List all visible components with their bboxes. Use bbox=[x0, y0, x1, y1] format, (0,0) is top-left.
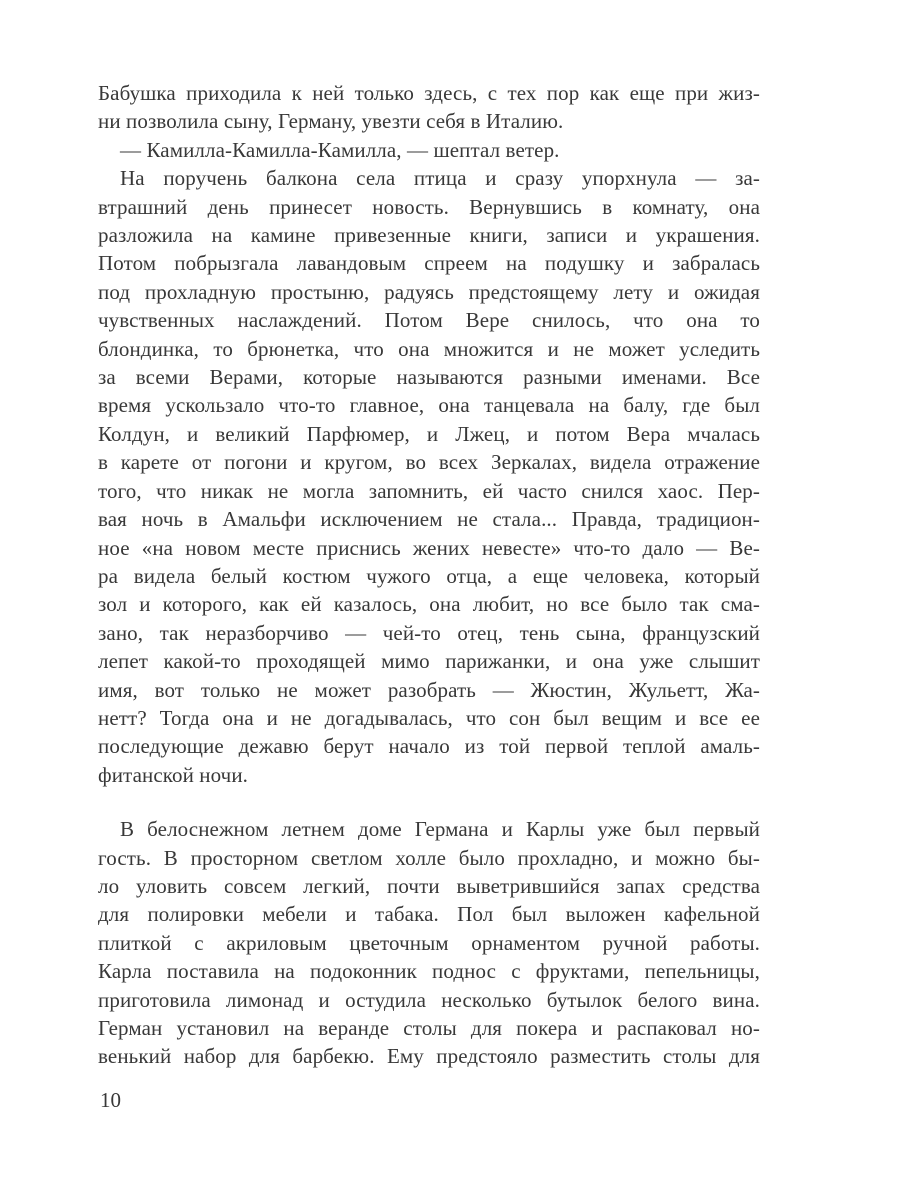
text-line: Бабушка приходила к ней только здесь, с тех пор как еще при жиз- bbox=[98, 81, 760, 105]
page-number: 10 bbox=[100, 1088, 121, 1112]
text-line: блондинка, то брюнетка, что она множится и не может уследить bbox=[98, 336, 760, 361]
text-line: зол и которого, как ей казалось, она любит, но все было так сма- bbox=[98, 592, 760, 617]
text-line: последующие дежавю берут начало из той первой теплой амаль- bbox=[98, 734, 760, 759]
text-line: имя, вот только не может разобрать — Жюстин, Жульетт, Жа- bbox=[98, 677, 760, 702]
text-line: фитанской ночи. bbox=[98, 762, 249, 787]
text-line: ра видела белый костюм чужого отца, а еще человека, который bbox=[98, 563, 760, 588]
text-line: плиткой с акриловым цветочным орнаментом ручной работы. bbox=[98, 930, 760, 955]
text-line: вая ночь в Амальфи исключением не стала... Правда, традицион- bbox=[98, 507, 760, 532]
text-line: Колдун, и великий Парфюмер, и Лжец, и потом Вера мчалась bbox=[98, 421, 760, 446]
text-column bbox=[98, 79, 760, 1071]
text-line: венький набор для барбекю. Ему предстояло разместить столы для bbox=[98, 1044, 760, 1069]
text-line: ни позволила сыну, Герману, увезти себя в Италию. bbox=[98, 109, 564, 134]
text-line: для полировки мебели и табака. Пол был выложен кафельной bbox=[98, 902, 760, 927]
text-line: — Камилла-Камилла-Камилла, — шептал ветер. bbox=[120, 137, 560, 162]
text-line: Герман установил на веранде столы для покера и распаковал но- bbox=[98, 1016, 760, 1040]
text-line: В белоснежном летнем доме Германа и Карлы уже был первый bbox=[120, 817, 760, 842]
text-line: Потом побрызгала лавандовым спреем на подушку и забралась bbox=[98, 251, 760, 276]
text-line: гость. В просторном светлом холле было прохладно, и можно бы- bbox=[98, 845, 760, 870]
text-line: лепет какой-то проходящей мимо парижанки, и она уже слышит bbox=[98, 649, 760, 674]
text-line: ное «на новом месте приснись жених невесте» что-то дало — Ве- bbox=[98, 535, 760, 560]
text-line: втрашний день принесет новость. Вернувшись в комнату, она bbox=[98, 194, 760, 219]
text-line: под прохладную простыню, радуясь предстоящему лету и ожидая bbox=[98, 279, 760, 304]
text-line: Карла поставила на подоконник поднос с фруктами, пепельницы, bbox=[98, 959, 760, 984]
text-line: нетт? Тогда она и не догадывалась, что сон был вещим и все ее bbox=[98, 705, 760, 730]
text-line: того, что никак не могла запомнить, ей часто снился хаос. Пер- bbox=[98, 478, 760, 503]
text-line: На поручень балкона села птица и сразу упорхнула — за- bbox=[120, 166, 760, 191]
text-line: приготовила лимонад и остудила несколько бутылок белого вина. bbox=[98, 987, 760, 1012]
text-line: время ускользало что-то главное, она танцевала на балу, где был bbox=[98, 393, 760, 418]
text-line: зано, так неразборчиво — чей-то отец, тень сына, французский bbox=[98, 620, 760, 645]
text-line: в карете от погони и кругом, во всех Зеркалах, видела отражение bbox=[98, 450, 760, 475]
text-line: разложила на камине привезенные книги, записи и украшения. bbox=[98, 223, 760, 248]
text-line: ло уловить совсем легкий, почти выветрившийся запах средства bbox=[98, 873, 760, 898]
text-line: за всеми Верами, которые называются разными именами. Все bbox=[98, 365, 760, 390]
text-line: чувственных наслаждений. Потом Вере снилось, что она то bbox=[98, 308, 760, 333]
